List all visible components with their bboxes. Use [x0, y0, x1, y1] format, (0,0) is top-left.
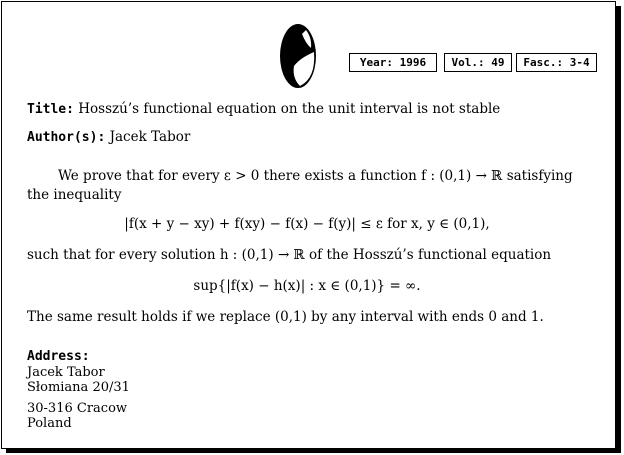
address-line-name: Jacek Tabor: [27, 365, 105, 380]
address-line-street: Słomiana 20/31: [27, 380, 130, 395]
supremum-formula: sup{|f(x) − h(x)| : x ∈ (0,1)} = ∞.: [193, 278, 421, 294]
abstract-line-4: The same result holds if we replace (0,1) by any interval with ends 0 and 1.: [27, 309, 544, 325]
title-line: [27, 101, 500, 117]
volume-badge: Vol.: 49: [444, 53, 512, 72]
author-name: Jacek Tabor: [109, 129, 191, 145]
fascicle-badge: Fasc.: 3-4: [516, 53, 597, 72]
abstract-line-1: We prove that for every ε > 0 there exists a function f : (0,1) → ℝ satisfying: [58, 168, 573, 184]
paper-title: Hosszú’s functional equation on the unit interval is not stable: [78, 101, 501, 117]
authors-label: Author(s):: [27, 130, 106, 145]
address-line-country: Poland: [27, 416, 72, 431]
abstract-line-3: such that for every solution h : (0,1) → ℝ of the Hosszú’s functional equation: [27, 247, 552, 263]
journal-logo-icon: [278, 22, 320, 92]
year-badge: Year: 1996: [349, 53, 437, 72]
address-label: Address:: [27, 349, 90, 364]
authors-line: [27, 129, 190, 145]
title-label: Title:: [27, 102, 74, 117]
inequality-formula: |f(x + y − xy) + f(xy) − f(x) − f(y)| ≤ ε for x, y ∈ (0,1),: [124, 216, 490, 232]
address-line-city: 30-316 Cracow: [27, 401, 128, 416]
abstract-line-2: the inequality: [27, 187, 122, 203]
